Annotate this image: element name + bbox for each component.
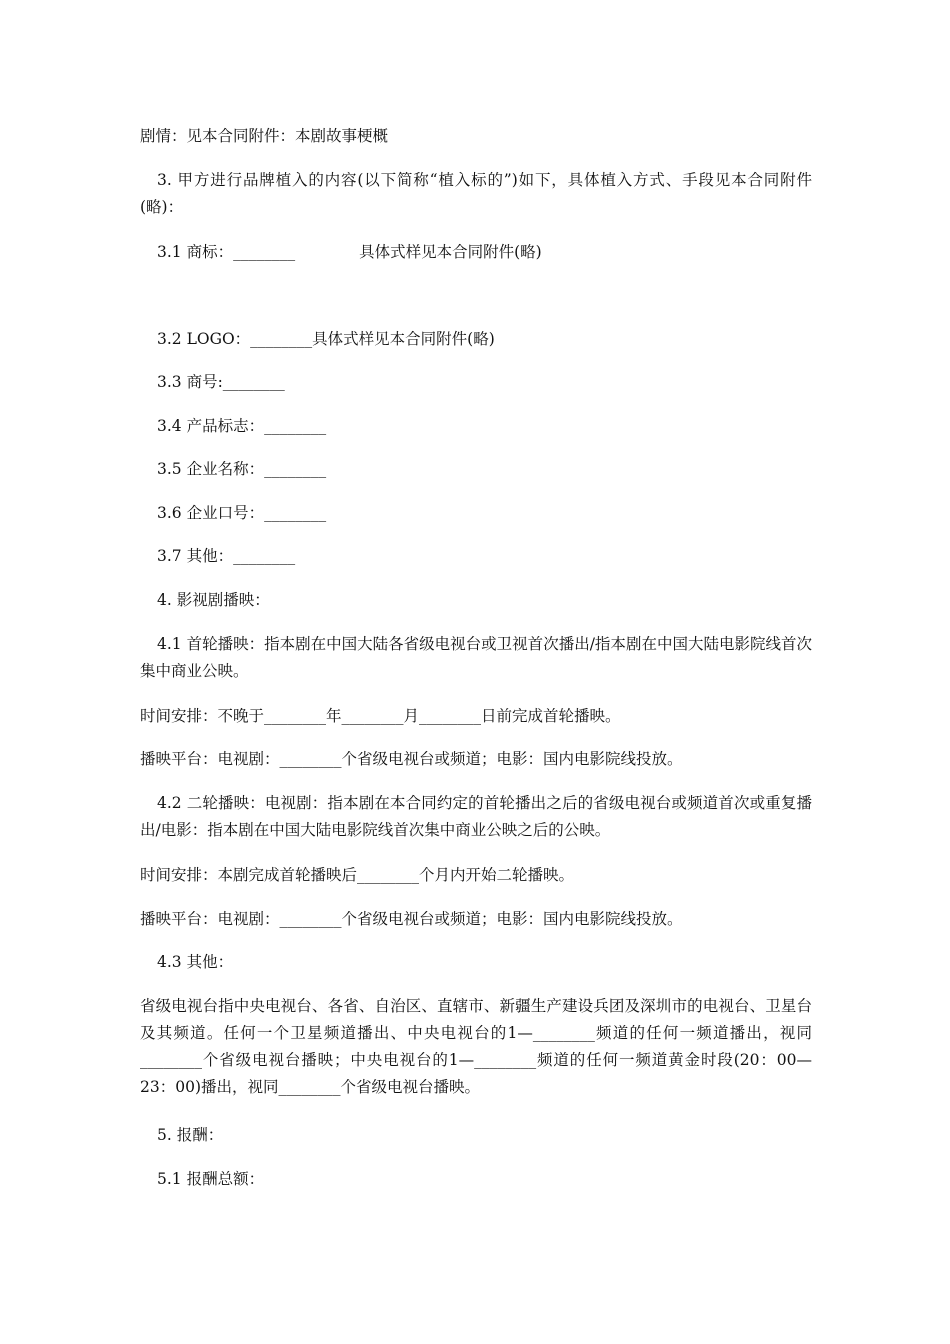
- item-3-6: 3.6 企业口号：________: [157, 504, 327, 522]
- item-4-1-time: 时间安排：不晚于________年________月________日前完成首轮播映。: [140, 707, 621, 725]
- item-4-2: [140, 790, 812, 844]
- item-3-5: 3.5 企业名称：________: [157, 460, 327, 478]
- item-3-intro: [140, 167, 812, 221]
- item-4-3-text: 省级电视台指中央电视台、各省、自治区、直辖市、新疆生产建设兵团及深圳市的电视台、卫星台及其频道。任何一个卫星频道播出、中央电视台的1—________频道的任何一频道播出，视同________个省级电视台播映；中央电视台的1—________频道的任何一频道黄金时段(20：00—23：00)播出，视同________个省级电视台播映。: [140, 997, 812, 1096]
- item-4-2-time: 时间安排：本剧完成首轮播映后________个月内开始二轮播映。: [140, 866, 575, 884]
- item-3-4: 3.4 产品标志：________: [157, 417, 327, 435]
- item-4-1: [140, 631, 812, 685]
- item-3-7: 3.7 其他：________: [157, 547, 296, 565]
- item-4-2-platform: 播映平台：电视剧：________个省级电视台或频道；电影：国内电影院线投放。: [140, 910, 683, 928]
- item-4-1-text: 4.1 首轮播映：指本剧在中国大陆各省级电视台或卫视首次播出/指本剧在中国大陆电影院线首次集中商业公映。: [140, 635, 812, 680]
- item-3-intro-text: 3. 甲方进行品牌植入的内容(以下简称“植入标的”)如下，具体植入方式、手段见本合同附件(略)：: [140, 171, 812, 216]
- item-3-3: 3.3 商号:________: [157, 373, 285, 391]
- item-3-1: [157, 239, 837, 266]
- plot-line: 剧情：见本合同附件：本剧故事梗概: [140, 127, 389, 145]
- item-4-2-text: 4.2 二轮播映：电视剧：指本剧在本合同约定的首轮播出之后的省级电视台或频道首次或重复播出/电影：指本剧在中国大陆电影院线首次集中商业公映之后的公映。: [140, 794, 812, 839]
- item-4-heading: 4. 影视剧播映：: [157, 591, 270, 609]
- item-5-1: 5.1 报酬总额：: [157, 1170, 265, 1188]
- item-3-2: 3.2 LOGO：________具体式样见本合同附件(略): [157, 330, 495, 348]
- item-4-3-heading: 4.3 其他：: [157, 953, 234, 971]
- item-3-1-label: 3.1 商标：________: [157, 243, 296, 261]
- item-5-heading: 5. 报酬：: [157, 1126, 224, 1144]
- item-4-1-platform: 播映平台：电视剧：________个省级电视台或频道；电影：国内电影院线投放。: [140, 750, 683, 768]
- item-3-1-note: 具体式样见本合同附件(略): [359, 243, 542, 261]
